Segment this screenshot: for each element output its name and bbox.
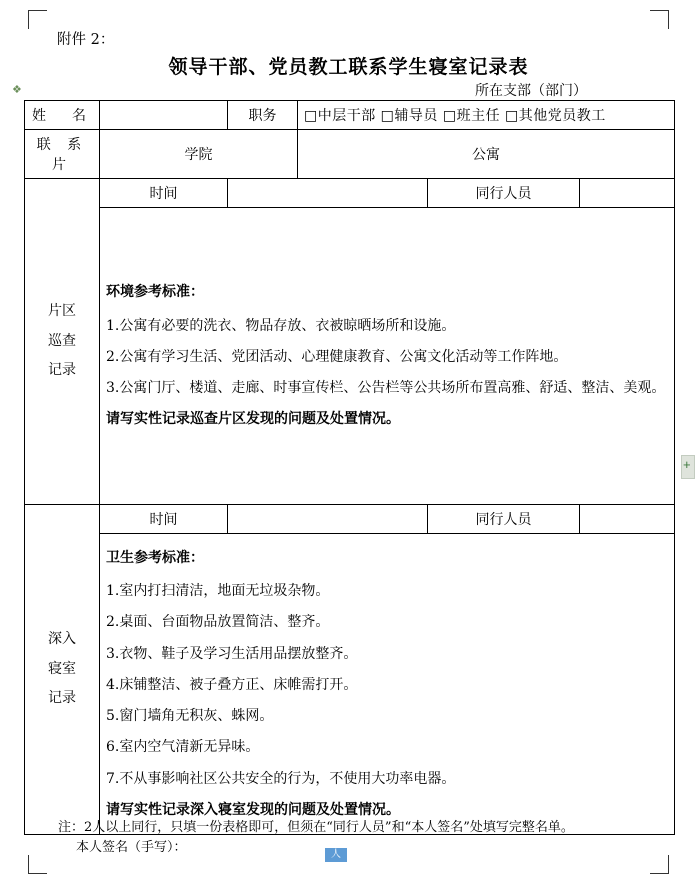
section2-label-line-2: 寝室 (48, 660, 76, 677)
cell-college[interactable]: 学院 (100, 130, 298, 179)
cell-patrol-time-value[interactable] (228, 179, 428, 208)
section1-label-line-2: 巡查 (48, 332, 76, 349)
section2-item-3: 3.衣物、鞋子及学习生活用品摆放整齐。 (106, 645, 358, 662)
footnote-line-1: 注：2人以上同行，只填一份表格即可，但须在“同行人员”和“本人签名”处填写完整名单。 (58, 819, 574, 835)
cell-patrol-companions-value[interactable] (580, 179, 675, 208)
section2-item-2: 2.桌面、台面物品放置简洁、整齐。 (106, 614, 330, 631)
attachment-label: 附件 2： (57, 32, 115, 48)
section2-label-line-1: 深入 (48, 631, 76, 648)
crop-mark-bottom-left (28, 855, 47, 874)
table-row-dorm-body (25, 534, 675, 835)
cell-position-label: 职务 (228, 101, 298, 130)
section1-prompt: 请写实性记录巡查片区发现的问题及处置情况。 (106, 411, 400, 428)
cell-patrol-companions-label: 同行人员 (428, 179, 580, 208)
table-row-contact (25, 130, 675, 179)
section1-label-line-1: 片区 (48, 303, 76, 320)
section2-item-1: 1.室内打扫清洁，地面无垃圾杂物。 (106, 582, 330, 599)
cell-dorm-companions-value[interactable] (580, 505, 675, 534)
cell-dorm-time-label: 时间 (100, 505, 228, 534)
section2-item-4: 4.床铺整洁、被子叠方正、床帷需打开。 (106, 676, 358, 693)
section2-item-6: 6.室内空气清新无异味。 (106, 739, 260, 756)
table-row-name (25, 101, 675, 130)
crop-mark-top-left (28, 10, 47, 29)
record-form-table (24, 100, 675, 835)
cell-dorm-companions-label: 同行人员 (428, 505, 580, 534)
table-row-patrol-body (25, 208, 675, 505)
section1-item-1: 1.公寓有必要的洗衣、物品存放、衣被晾晒场所和设施。 (106, 317, 456, 334)
footnote (58, 818, 678, 858)
footnote-line-2: 本人签名（手写）： (76, 839, 187, 855)
cell-name-label: 姓 名 (25, 101, 100, 130)
branch-label: 所在支部（部门） (475, 83, 587, 99)
cell-dorm-standards[interactable] (100, 534, 675, 835)
cell-dorm-time-value[interactable] (228, 505, 428, 534)
table-row-head-dorm (25, 505, 675, 534)
insert-marker-icon (681, 455, 695, 479)
section1-label-line-3: 记录 (48, 362, 76, 379)
cell-section1-label (25, 179, 100, 505)
crop-mark-top-right (650, 10, 669, 29)
section2-label-line-3: 记录 (48, 690, 76, 707)
cell-position-checkboxes[interactable]: □中层干部 □辅导员 □班主任 □其他党员教工 (298, 101, 675, 130)
section1-heading: 环境参考标准： (106, 284, 204, 301)
section1-item-3: 3.公寓门厅、楼道、走廊、时事宣传栏、公告栏等公共场所布置高雅、舒适、整洁、美观。 (106, 380, 666, 397)
cell-name-value[interactable] (100, 101, 228, 130)
cell-patrol-time-label: 时间 (100, 179, 228, 208)
section2-prompt: 请写实性记录深入寝室发现的问题及处置情况。 (106, 802, 400, 819)
section2-heading: 卫生参考标准： (106, 549, 204, 566)
cell-patrol-standards[interactable] (100, 208, 675, 505)
cell-contact-label: 联 系 片 (25, 130, 100, 179)
table-row-head-patrol (25, 179, 675, 208)
cell-apartment[interactable]: 公寓 (298, 130, 675, 179)
section1-item-2: 2.公寓有学习生活、党团活动、心理健康教育、公寓文化活动等工作阵地。 (106, 348, 568, 365)
section2-item-5: 5.窗门墙角无积灰、蛛网。 (106, 708, 274, 725)
page-title: 领导干部、党员教工联系学生寝室记录表 (168, 56, 529, 78)
cell-section2-label (25, 505, 100, 835)
decoration-icon: ❖ (12, 83, 21, 96)
selection-badge: 人 员 (325, 848, 347, 862)
section2-item-7: 7.不从事影响社区公共安全的行为，不使用大功率电器。 (106, 770, 456, 787)
